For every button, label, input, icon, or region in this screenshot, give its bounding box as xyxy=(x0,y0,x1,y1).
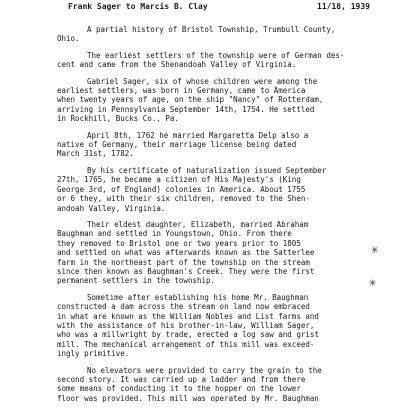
paragraph-gabriel-sager: Gabriel Sager, six of whose children were among the earliest settlers, was born in Germany, came to America when twenty years of age, on the ship "Nancy" of Rotterdam, arriving in Pennsylvania September 14th, 1754. He settled in Rockhill, Bucks Co., Pa. xyxy=(57,76,324,124)
margin-asterisk-mark: ✳ xyxy=(369,275,377,289)
paragraph-earliest-settlers: The earliest settlers of the township were of German des- cent and came from the Shenandoah Valley of Virginia. xyxy=(57,50,345,70)
header-date: 11/18, 1939 xyxy=(317,2,370,11)
margin-asterisk-mark: ✳ xyxy=(371,242,379,256)
paragraph-elizabeth: Their eldest daughter, Elizabeth, married Abraham Baughman and settled in Youngstown, Ohio. From there they removed to Bristol one or two years prior to 1805 and settled on what was afterwards known as the Satterlee farm in the northeast part of the township on the stream since then known as Baughman's Creek. They were the first permanent settlers in the township. xyxy=(57,219,315,286)
header-correspondents: Frank Sager to Marcis B. Clay xyxy=(68,2,208,11)
paragraph-mill: Sometime after establishing his home Mr. Baughman constructed a dam across the stream on land now embraced in what are known as the William Nobles and List farms and with the assistance of his brother-in-law, William Sager, who was a millwright by trade, erected a log saw and grist mill. The mechanical arrangement of this mill was exceed- ingly primitive. xyxy=(57,292,319,359)
paragraph-naturalization: By his certificate of naturalization issued September 27th, 1765, he became a citizen of His Majesty's (King George 3rd, of England) colonies in America. About 1755 or 6 they, with their six children, removed to the Shen- andoah Valley, Virginia. xyxy=(57,165,327,213)
paragraph-elevators: No elevators were provided to carry the grain to the second story. It was carried up a ladder and from there some means of conducting it to the hopper on the lower floor was provided. This mill was operated by Mr. Baughman xyxy=(57,365,322,403)
letter-header xyxy=(68,2,370,11)
paragraph-marriage: April 8th, 1762 he married Margaretta Delp also a native of Germany, their marriage license being dated March 31st, 1782. xyxy=(57,130,309,159)
letter-body xyxy=(57,25,382,410)
paragraph-title: A partial history of Bristol Township, Trumbull County, Ohio. xyxy=(57,25,336,44)
